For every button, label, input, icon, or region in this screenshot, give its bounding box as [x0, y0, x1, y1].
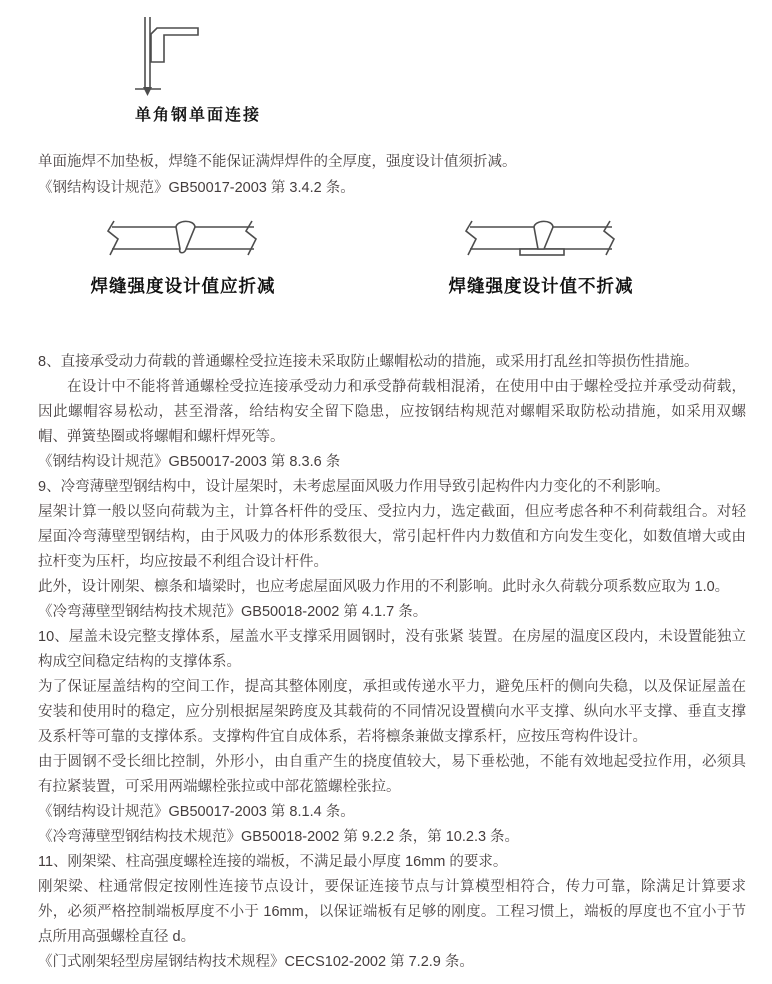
paragraph-item-10-note: 由于圆钢不受长细比控制，外形小，由自重产生的挠度值较大，易下垂松弛，不能有效地起受拉作用，必须具有拉紧装置，可采用两端螺栓张拉或中部花篮螺栓张拉。	[38, 754, 746, 795]
paragraph-code-ref: 《冷弯薄壁型钢结构技术规范》GB50018-2002 第 4.1.7 条。	[38, 604, 428, 620]
paragraph-code-ref: 《门式刚架轻型房屋钢结构技术规程》CECS102-2002 第 7.2.9 条。	[38, 954, 474, 970]
paragraph-code-ref: 《钢结构设计规范》GB50017-2003 第 8.3.6 条	[38, 454, 341, 470]
paragraph-item-10-explanation: 为了保证屋盖结构的空间工作，提高其整体刚度，承担或传递水平力，避免压杆的侧向失稳，以及保证屋盖在安装和使用时的稳定，应分别根据屋架跨度及其载荷的不同情况设置横向水平支撑、纵向水平支撑、垂直支撑及系杆等可靠的支撑体系。支撑构件宜自成体系，若将檩条兼做支撑系杆，应按压弯构件设计。	[38, 679, 746, 745]
figure-caption-weld-not-reduced: 焊缝强度设计值不折减	[448, 276, 634, 296]
paragraph-code-ref: 《钢结构设计规范》GB50017-2003 第 8.1.4 条。	[38, 804, 355, 820]
weld-no-backing-diagram	[98, 217, 268, 265]
paragraph-item-9: 9、冷弯薄壁型钢结构中，设计屋架时，未考虑屋面风吸力作用导致引起构件内力变化的不利影响。	[38, 479, 670, 495]
weld-figures-row	[38, 217, 746, 298]
body-text	[38, 350, 746, 975]
paragraph-item-9-explanation: 屋架计算一般以竖向荷载为主，计算各杆件的受压、受拉内力，选定截面，但应考虑各种不利荷载组合。对轻屋面冷弯薄壁型钢结构，由于风吸力的体形系数很大，常引起杆件内力数值和方向发生变化，如数值增大或由拉杆变为压杆，均应按最不利组合设计杆件。	[38, 504, 746, 570]
figure-weld-reduced	[68, 217, 298, 298]
paragraph-item-9-note: 此外，设计刚架、檩条和墙梁时，也应考虑屋面风吸力作用的不利影响。此时永久荷载分项系数应取为 1.0。	[38, 579, 730, 595]
figure-caption-angle: 单角钢单面连接	[134, 107, 261, 124]
paragraph-item-8: 8、直接承受动力荷载的普通螺栓受拉连接未采取防止螺帽松动的措施，或采用打乱丝扣等损伤性措施。	[38, 354, 699, 370]
single-angle-connection-diagram	[128, 5, 268, 100]
paragraph-item-11-explanation: 刚架梁、柱通常假定按刚性连接节点设计，要保证连接节点与计算模型相符合，传力可靠，除满足计算要求外，必须严格控制端板厚度不小于 16mm，以保证端板有足够的刚度。工程习惯上，端板的厚度也不宜小于节点所用高强螺栓直径 d。	[38, 879, 746, 945]
figure-single-angle-connection	[108, 5, 288, 125]
paragraph-item-11: 11、刚架梁、柱高强度螺栓连接的端板，不满足最小厚度 16mm 的要求。	[38, 854, 508, 870]
paragraph-item-10: 10、屋盖未设完整支撑体系，屋盖水平支撑采用圆钢时，没有张紧 装置。在房屋的温度区段内，未设置能独立构成空间稳定结构的支撑体系。	[38, 629, 746, 670]
figure-caption-weld-reduced: 焊缝强度设计值应折减	[90, 276, 276, 296]
paragraph-item-8-explanation: 在设计中不能将普通螺栓受拉连接承受动力和承受静荷载相混淆，在使用中由于螺栓受拉并承受动荷载，因此螺帽容易松动，甚至滑落，给结构安全留下隐患，应按钢结构规范对螺帽采取防松动措施，如采用双螺帽、弹簧垫圈或将螺帽和螺杆焊死等。	[38, 379, 746, 445]
intro-text	[38, 149, 746, 201]
intro-line-2: 《钢结构设计规范》GB50017-2003 第 3.4.2 条。	[38, 180, 355, 196]
intro-line-1: 单面施焊不加垫板，焊缝不能保证满焊焊件的全厚度，强度设计值须折减。	[38, 154, 517, 170]
paragraph-code-ref: 《冷弯薄壁型钢结构技术规范》GB50018-2002 第 9.2.2 条，第 10.2.3 条。	[38, 829, 520, 845]
figure-weld-not-reduced	[426, 217, 656, 298]
weld-with-backing-diagram	[456, 217, 626, 265]
